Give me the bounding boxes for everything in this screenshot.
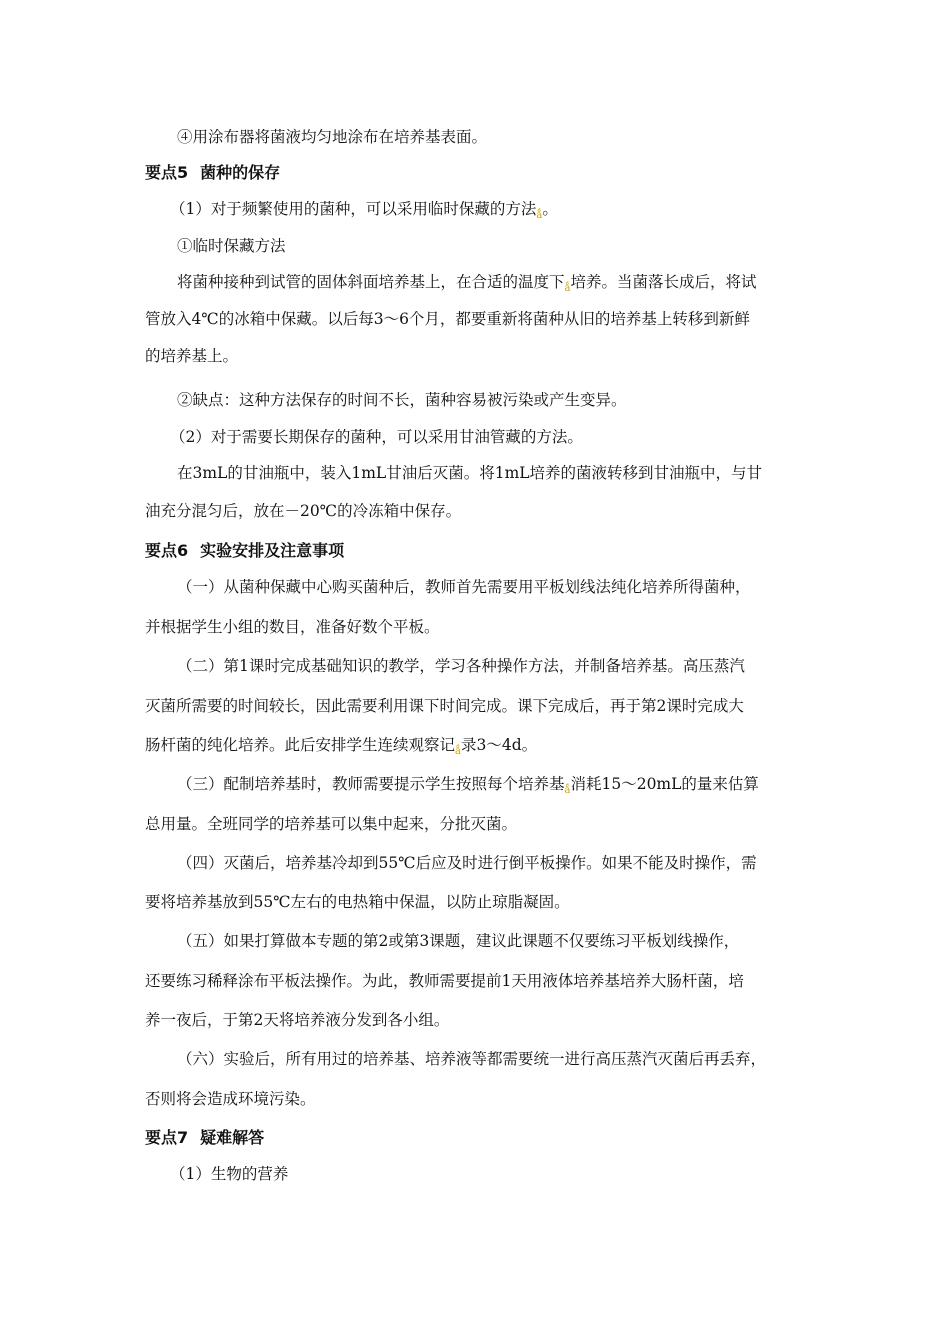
paragraph-item-2-line-2: 灭菌所需要的时间较长，因此需要利用课下时间完成。课下完成后，再于第2课时完成大 <box>145 697 744 715</box>
edit-mark: ǻ <box>455 746 461 758</box>
section-heading-7 <box>145 1127 816 1149</box>
paragraph-method-line-3: 的培养基上。 <box>145 347 239 365</box>
paragraph-item-3-line-2: 总用量。全班同学的培养基可以集中起来，分批灭菌。 <box>145 815 518 833</box>
paragraph-method-line-2: 管放入4℃的冰箱中保藏。以后每3～6个月，都要重新将菌种从旧的培养基上转移到新鲜 <box>145 310 750 328</box>
paragraph-item-4-line-2: 要将培养基放到55℃左右的电热箱中保温，以防止琼脂凝固。 <box>145 893 570 911</box>
edit-mark: ǻ <box>564 283 571 295</box>
subheading-temporary-method: ①临时保藏方法 <box>177 237 286 255</box>
paragraph-nutrition: （1）生物的营养 <box>170 1165 289 1183</box>
edit-mark: ǻ <box>564 785 571 797</box>
paragraph-item-3-line-1: （三）配制培养基时，教师需要提示学生按照每个培养基$_ǻ$消耗15～20mL的量来估算 <box>177 775 759 797</box>
paragraph-temporary-storage: （1）对于频繁使用的菌种，可以采用临时保藏的方法$_ǻ$。 <box>170 200 558 222</box>
paragraph-item-4-line-1: （四）灭菌后，培养基冷却到55℃后应及时进行倒平板操作。如果不能及时操作，需 <box>177 854 757 872</box>
paragraph-item-5-line-1: （五）如果打算做本专题的第2或第3课题，建议此课题不仅要练习平板划线操作， <box>177 932 740 950</box>
section-heading-6 <box>145 540 816 562</box>
heading-number: 要点5 <box>145 163 189 182</box>
paragraph-item-5-line-3: 养一夜后，于第2天将培养液分发到各小组。 <box>145 1011 450 1029</box>
heading-number: 要点6 <box>145 541 189 560</box>
paragraph-spread-step: ④用涂布器将菌液均匀地涂布在培养基表面。 <box>177 128 488 146</box>
paragraph-item-2-line-3: 肠杆菌的纯化培养。此后安排学生连续观察记$_ǻ$录3～4d。 <box>145 736 538 758</box>
heading-title: 疑难解答 <box>200 1128 265 1147</box>
paragraph-item-5-line-2: 还要练习稀释涂布平板法操作。为此，教师需要提前1天用液体培养基培养大肠杆菌，培 <box>145 972 744 990</box>
edit-mark: ǻ <box>536 210 543 222</box>
paragraph-glycerol-line-1: 在3mL的甘油瓶中，装入1mL甘油后灭菌。将1mL培养的菌液转移到甘油瓶中，与甘 <box>177 464 763 482</box>
section-heading-5 <box>145 162 816 184</box>
paragraph-item-6-line-1: （六）实验后，所有用过的培养基、培养液等都需要统一进行高压蒸汽灭菌后再丢弃， <box>177 1050 767 1068</box>
heading-title: 实验安排及注意事项 <box>200 541 345 560</box>
heading-number: 要点7 <box>145 1128 189 1147</box>
paragraph-method-line-1: 将菌种接种到试管的固体斜面培养基上，在合适的温度下$_ǻ$培养。当菌落长成后，将试 <box>177 273 757 295</box>
paragraph-item-2-line-1: （二）第1课时完成基础知识的教学，学习各种操作方法，并制备培养基。高压蒸汽 <box>177 657 745 675</box>
paragraph-item-1-line-2: 并根据学生小组的数目，准备好数个平板。 <box>145 618 440 636</box>
paragraph-item-1-line-1: （一）从菌种保藏中心购买菌种后，教师首先需要用平板划线法纯化培养所得菌种， <box>177 578 751 596</box>
paragraph-long-term-storage: （2）对于需要长期保存的菌种，可以采用甘油管藏的方法。 <box>170 428 583 446</box>
paragraph-glycerol-line-2: 油充分混匀后，放在－20℃的冷冻箱中保存。 <box>145 502 462 520</box>
paragraph-item-6-line-2: 否则将会造成环境污染。 <box>145 1090 316 1108</box>
paragraph-disadvantage: ②缺点：这种方法保存的时间不长，菌种容易被污染或产生变异。 <box>177 391 627 409</box>
heading-title: 菌种的保存 <box>200 163 281 182</box>
